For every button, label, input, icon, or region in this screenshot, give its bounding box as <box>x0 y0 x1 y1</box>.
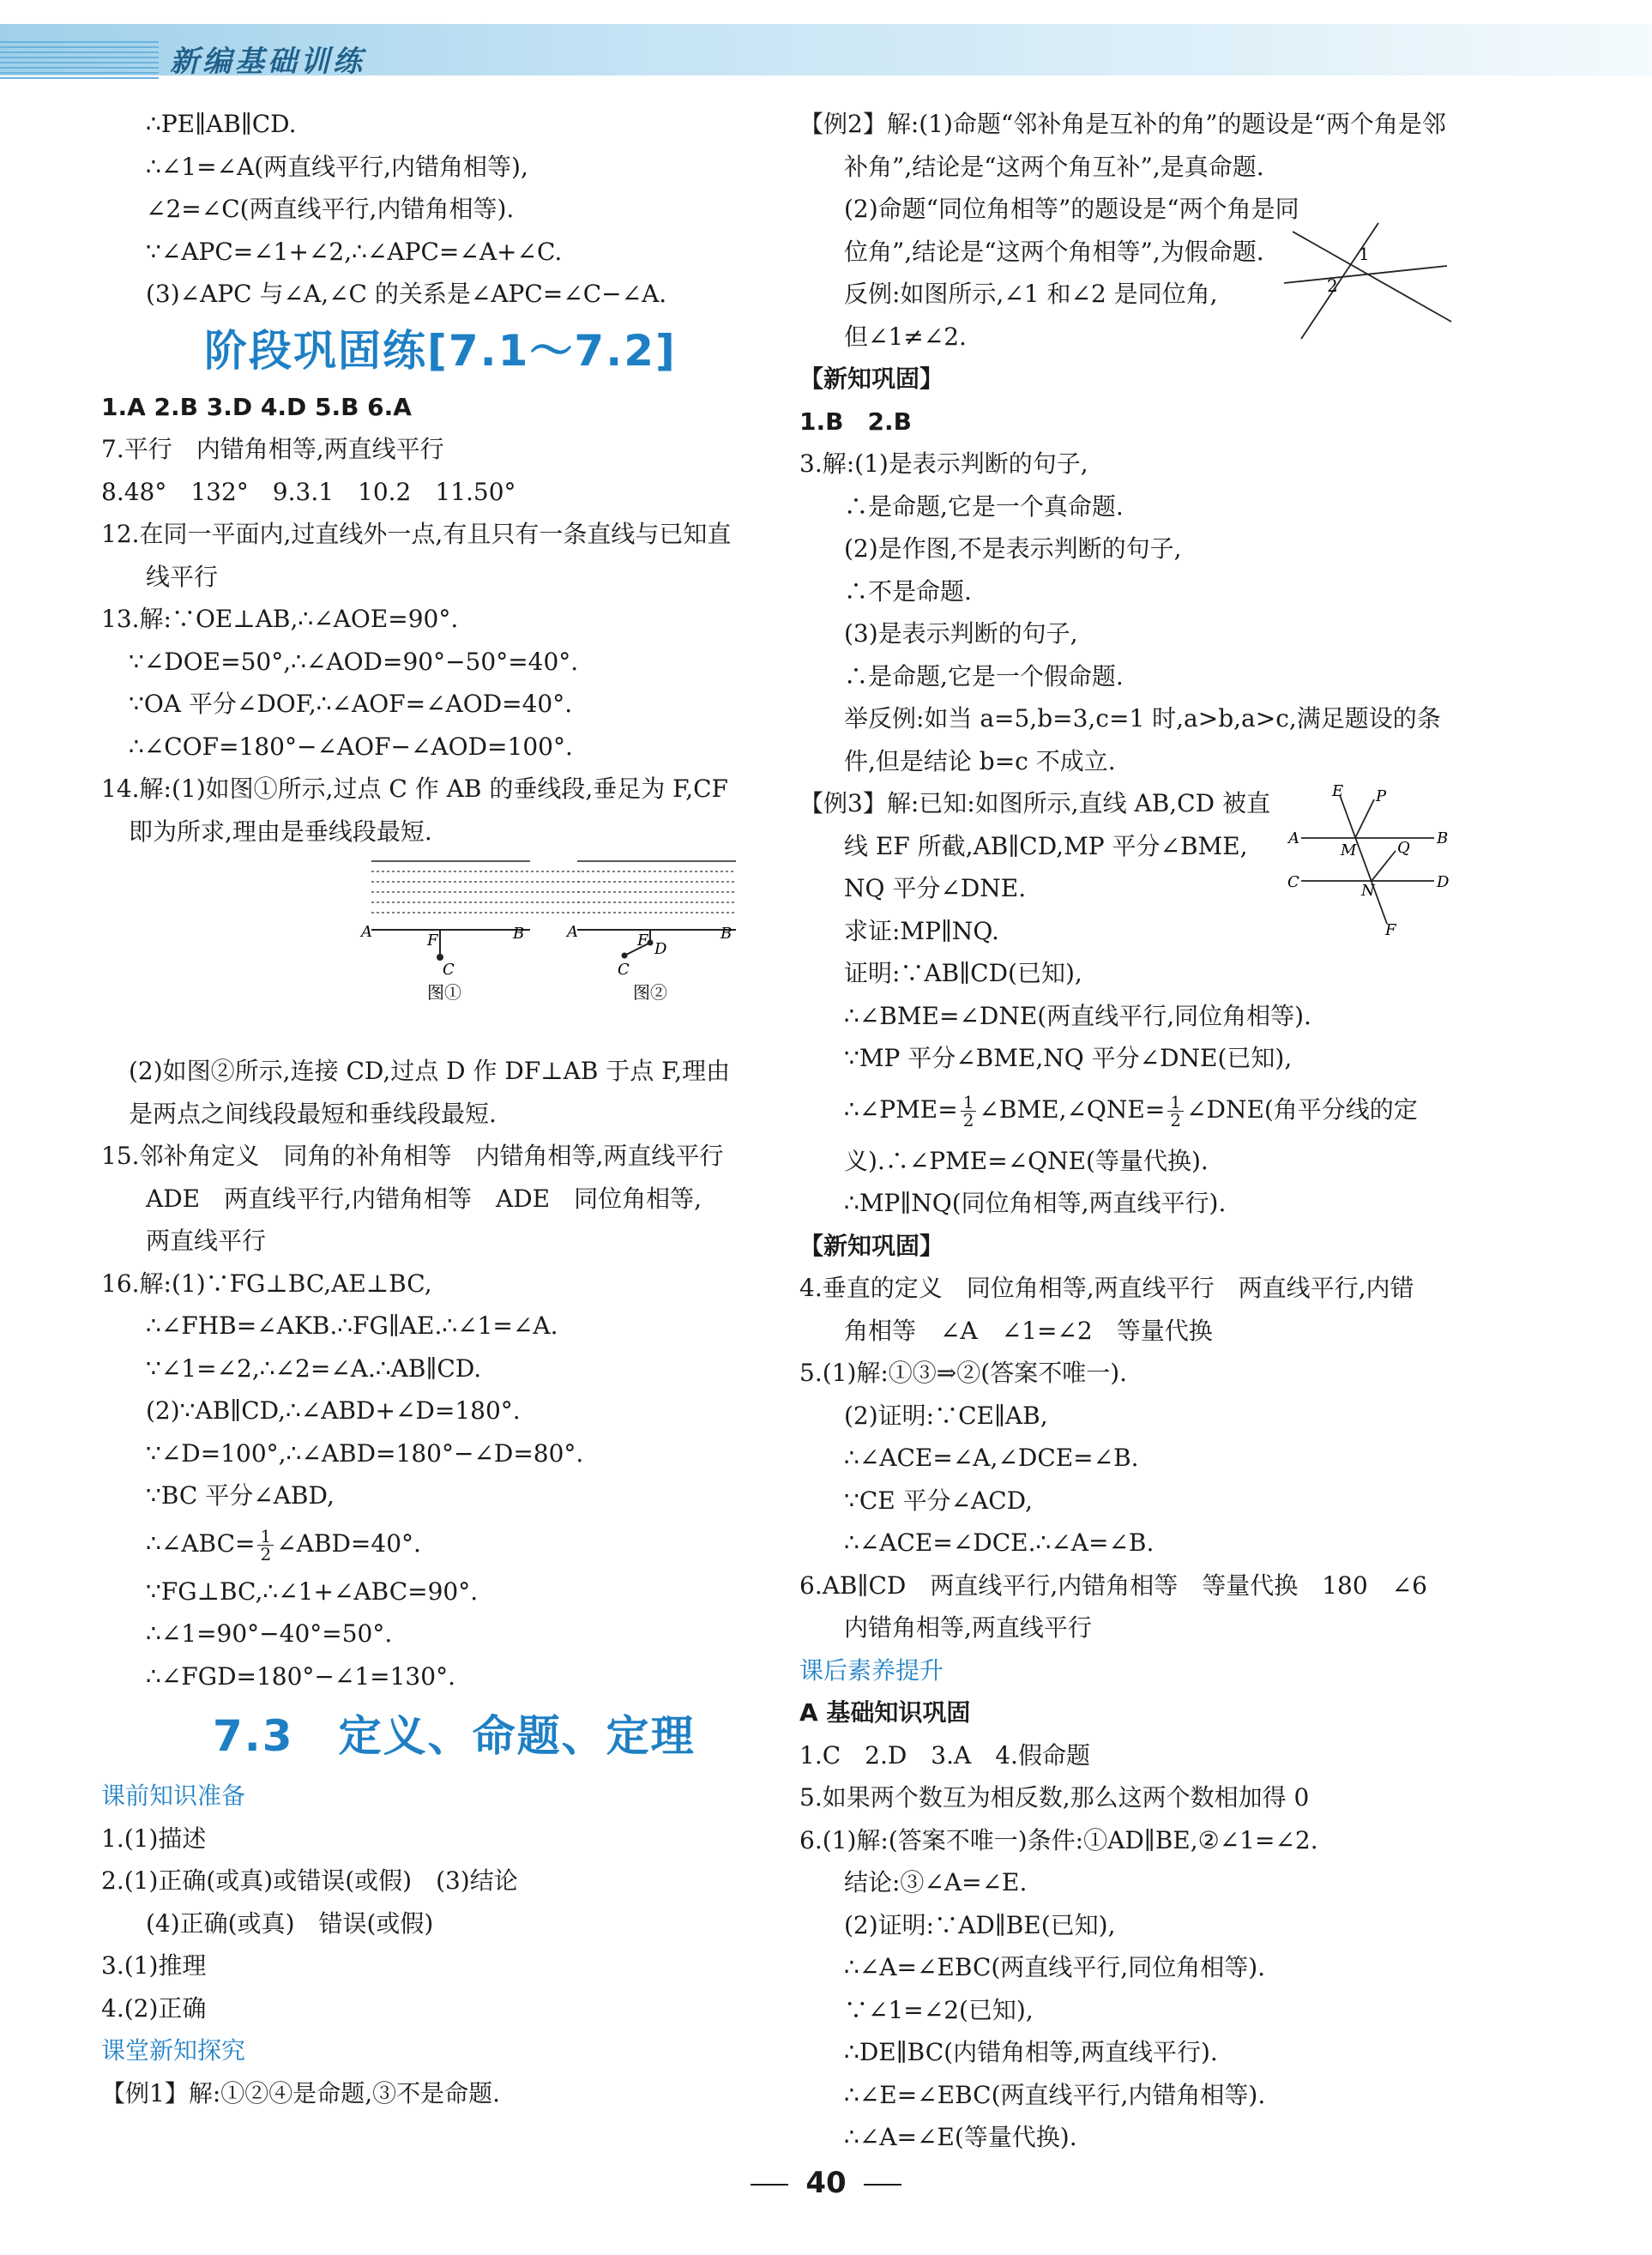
text-line: (3)是表示判断的句子, <box>844 619 1078 648</box>
svg-text:E: E <box>1332 782 1344 800</box>
text-line: ∵∠DOE=50°,∴∠AOD=90°−50°=40°. <box>129 647 579 676</box>
text-line: ∴MP∥NQ(同位角相等,两直线平行). <box>844 1189 1227 1217</box>
text-line: ADE 两直线平行,内错角相等 ADE 同位角相等, <box>146 1184 702 1213</box>
text-line: 5.如果两个数互为相反数,那么这两个数相加得 0 <box>799 1783 1310 1812</box>
label-b: B <box>513 925 525 943</box>
text-line: 1.C 2.D 3.A 4.假命题 <box>799 1740 1090 1770</box>
series-title: 新编基础训练 <box>170 45 365 79</box>
text-line: ∴∠A=∠E(等量代换). <box>844 2123 1077 2151</box>
text-line: (2)如图②所示,连接 CD,过点 D 作 DF⊥AB 于点 F,理由 <box>129 1057 731 1085</box>
text-line: 内错角相等,两直线平行 <box>844 1613 1092 1642</box>
ray-nq <box>1372 851 1396 881</box>
label-2: 2 <box>1327 275 1338 296</box>
text-line: 7.平行 内错角相等,两直线平行 <box>101 435 444 463</box>
text-line: ∴是命题,它是一个真命题. <box>844 491 1124 521</box>
text-line: ∴∠A=∠EBC(两直线平行,同位角相等). <box>844 1953 1266 1981</box>
figure-row <box>101 853 779 1050</box>
label-c-2: C <box>618 961 630 979</box>
text-line: 13.解:∵OE⊥AB,∴∠AOE=90°. <box>101 605 459 633</box>
subsection-title: 课前知识准备 <box>101 1782 246 1810</box>
text-line: ∴∠FHB=∠AKB.∴FG∥AE.∴∠1=∠A. <box>146 1311 558 1340</box>
page-header <box>0 0 1652 94</box>
answers-line: 1.B 2.B <box>799 407 912 436</box>
text-line: 结论:③∠A=∠E. <box>844 1868 1028 1896</box>
text-line: 4.(2)正确 <box>101 1993 207 2023</box>
ray-mp <box>1355 799 1374 838</box>
fraction-line <box>101 1517 779 1571</box>
point-c <box>437 954 443 961</box>
svg-text:Q: Q <box>1397 839 1410 857</box>
text-line: 6.AB∥CD 两直线平行,内错角相等 等量代换 180 ∠6 <box>799 1571 1427 1600</box>
text-line: ∵BC 平分∠ABD, <box>146 1481 335 1510</box>
text-line: 位角”,结论是“这两个角相等”,为假命题. <box>844 237 1264 266</box>
text-line: 1.(1)描述 <box>101 1824 207 1853</box>
half-fraction: $\frac{1}{2}$ <box>257 1528 274 1563</box>
label-d-2: D <box>654 940 667 958</box>
answers-line: 1.A 2.B 3.D 4.D 5.B 6.A <box>101 392 412 421</box>
label-1: 1 <box>1359 244 1370 264</box>
frac-pre: ∴∠ABC= <box>146 1528 256 1558</box>
svg-text:P: P <box>1376 787 1387 805</box>
label-f: F <box>427 932 438 950</box>
label-consolidate: 【新知巩固】 <box>799 365 944 393</box>
text-line: ∴∠E=∠EBC(两直线平行,内错角相等). <box>844 2080 1266 2109</box>
right-column <box>799 103 1468 2159</box>
fig1-caption: 图① <box>427 982 461 1003</box>
text-line: (2)命题“同位角相等”的题设是“两个角是同 <box>844 195 1299 223</box>
svg-text:M: M <box>1341 841 1357 859</box>
text-line: ∴∠ACE=∠A,∠DCE=∠B. <box>844 1444 1139 1472</box>
fig2-caption: 图② <box>633 982 667 1003</box>
text-line: 3.(1)推理 <box>101 1951 207 1980</box>
fraction-line: ∴∠PME= $\frac{1}{2}$ ∠BME,∠QNE= $\frac{1}{2}$ ∠DNE(角平分线的定 <box>844 1091 1418 1131</box>
half-fraction: $\frac{1}{2}$ <box>1167 1094 1184 1129</box>
text-line: 【例2】解:(1)命题“邻补角是互补的角”的题设是“两个角是邻 <box>799 110 1446 138</box>
label-c: C <box>443 961 455 979</box>
label-a: A <box>361 923 372 941</box>
text-line: ∵∠1=∠2(已知), <box>844 1995 1034 2024</box>
text-line: 6.(1)解:(答案不唯一)条件:①AD∥BE,②∠1=∠2. <box>799 1825 1318 1854</box>
text-line: 线 EF 所截,AB∥CD,MP 平分∠BME, <box>844 831 1248 860</box>
text-line: ∴∠COF=180°−∠AOF−∠AOD=100°. <box>129 732 573 761</box>
text-line: 3.解:(1)是表示判断的句子, <box>799 449 1088 478</box>
text-line: ∵FG⊥BC,∴∠1+∠ABC=90°. <box>146 1577 479 1606</box>
text-line: 2.(1)正确(或真)或错误(或假) (3)结论 <box>101 1866 518 1895</box>
text-line: 即为所求,理由是垂线段最短. <box>129 817 432 846</box>
text-line: 两直线平行 <box>146 1227 267 1255</box>
header-stripes <box>0 41 159 82</box>
text-line: ∴是命题,它是一个假命题. <box>844 661 1124 690</box>
text-line: ∴不是命题. <box>844 576 972 606</box>
text-line: 16.解:(1)∵FG⊥BC,AE⊥BC, <box>101 1269 432 1298</box>
svg-text:B: B <box>1437 829 1449 847</box>
text-line: (4)正确(或真) 错误(或假) <box>146 1908 434 1938</box>
svg-text:A: A <box>1288 829 1299 847</box>
text-line: 【例3】解:已知:如图所示,直线 AB,CD 被直 <box>799 789 1270 817</box>
text-line: 证明:∵AB∥CD(已知), <box>844 959 1082 987</box>
text-line: ∴∠ACE=∠DCE.∴∠A=∠B. <box>844 1528 1155 1557</box>
left-column <box>101 103 779 2114</box>
section-title: 7.3 定义、命题、定理 <box>213 1711 696 1761</box>
text-line: 5.(1)解:①③⇒②(答案不唯一). <box>799 1359 1128 1387</box>
text-line: ∴∠BME=∠DNE(两直线平行,同位角相等). <box>844 1001 1311 1030</box>
text-line: 是两点之间线段最短和垂线段最短. <box>129 1099 497 1128</box>
text-line: NQ 平分∠DNE. <box>844 874 1027 902</box>
text-line: 线平行 <box>146 562 219 591</box>
svg-text:N: N <box>1361 882 1375 900</box>
text-line: 8.48° 132° 9.3.1 10.2 11.50° <box>101 477 516 506</box>
subsection-title: 课后素养提升 <box>799 1655 944 1685</box>
text-line: ∴∠1=90°−40°=50°. <box>146 1619 393 1648</box>
label-consolidate: 【新知巩固】 <box>799 1231 944 1260</box>
perpendicular-figures <box>256 853 736 1033</box>
text-line: ∵∠1=∠2,∴∠2=∠A.∴AB∥CD. <box>146 1354 482 1383</box>
text-line: 举反例:如当 a=5,b=3,c=1 时,a>b,a>c,满足题设的条 <box>844 704 1441 733</box>
text-line: 12.在同一平面内,过直线外一点,有且只有一条直线与已知直 <box>101 520 732 548</box>
label-a-2: A <box>567 923 578 941</box>
text-line: (2)证明:∵AD∥BE(已知), <box>844 1910 1116 1939</box>
line-ef <box>1340 795 1387 924</box>
text-line: ∵∠APC=∠1+∠2,∴∠APC=∠A+∠C. <box>146 237 563 266</box>
label-b-2: B <box>720 925 733 943</box>
text-line: ∴∠FGD=180°−∠1=130°. <box>146 1661 455 1691</box>
text-line: (3)∠APC 与∠A,∠C 的关系是∠APC=∠C−∠A. <box>146 280 667 308</box>
text-line: 但∠1≠∠2. <box>844 322 967 351</box>
text-line: 义).∴∠PME=∠QNE(等量代换). <box>844 1146 1209 1175</box>
text-line: 15.邻补角定义 同角的补角相等 内错角相等,两直线平行 <box>101 1142 724 1170</box>
text-line: 件,但是结论 b=c 不成立. <box>844 746 1116 775</box>
text-line: ∵∠D=100°,∴∠ABD=180°−∠D=80°. <box>146 1438 584 1468</box>
ex2-figure <box>1275 219 1456 347</box>
text-line: 14.解:(1)如图①所示,过点 C 作 AB 的垂线段,垂足为 F,CF <box>101 775 728 803</box>
text-line: 【例1】解:①②④是命题,③不是命题. <box>101 2078 501 2107</box>
text-line: 角相等 ∠A ∠1=∠2 等量代换 <box>844 1316 1213 1345</box>
subsection-title: 课堂新知探究 <box>101 2036 246 2065</box>
label-f-2: F <box>637 932 648 950</box>
text-line: (2)证明:∵CE∥AB, <box>844 1401 1048 1430</box>
text-line: ∵MP 平分∠BME,NQ 平分∠DNE(已知), <box>844 1044 1293 1072</box>
ex3-figure <box>1275 782 1456 937</box>
svg-text:F: F <box>1385 921 1396 937</box>
frac-post: ∠ABD=40°. <box>276 1528 421 1558</box>
text-line: ∴PE∥AB∥CD. <box>146 110 297 138</box>
text-line: ∵CE 平分∠ACD, <box>844 1486 1034 1515</box>
text-line: 求证:MP∥NQ. <box>844 916 999 945</box>
text-line: 补角”,结论是“这两个角互补”,是真命题. <box>844 152 1264 181</box>
page-number: 40 <box>0 2166 1652 2200</box>
text-line: ∠2=∠C(两直线平行,内错角相等). <box>146 195 515 223</box>
section-title: 阶段巩固练[7.1～7.2] <box>204 325 677 376</box>
text-line: (2)是作图,不是表示判断的句子, <box>844 534 1182 563</box>
text-line: ∴DE∥BC(内错角相等,两直线平行). <box>844 2038 1218 2066</box>
svg-text:C: C <box>1287 873 1299 891</box>
text-line: 4.垂直的定义 同位角相等,两直线平行 两直线平行,内错 <box>799 1274 1414 1302</box>
text-line: ∴∠1=∠A(两直线平行,内错角相等), <box>146 152 528 181</box>
svg-text:D: D <box>1437 873 1450 891</box>
subsection-label: A 基础知识巩固 <box>799 1698 971 1727</box>
text-line: 反例:如图所示,∠1 和∠2 是同位角, <box>844 280 1218 308</box>
half-fraction: $\frac{1}{2}$ <box>961 1094 977 1129</box>
text-line: ∵OA 平分∠DOF,∴∠AOF=∠AOD=40°. <box>129 690 573 718</box>
text-line: (2)∵AB∥CD,∴∠ABD+∠D=180°. <box>146 1396 521 1425</box>
